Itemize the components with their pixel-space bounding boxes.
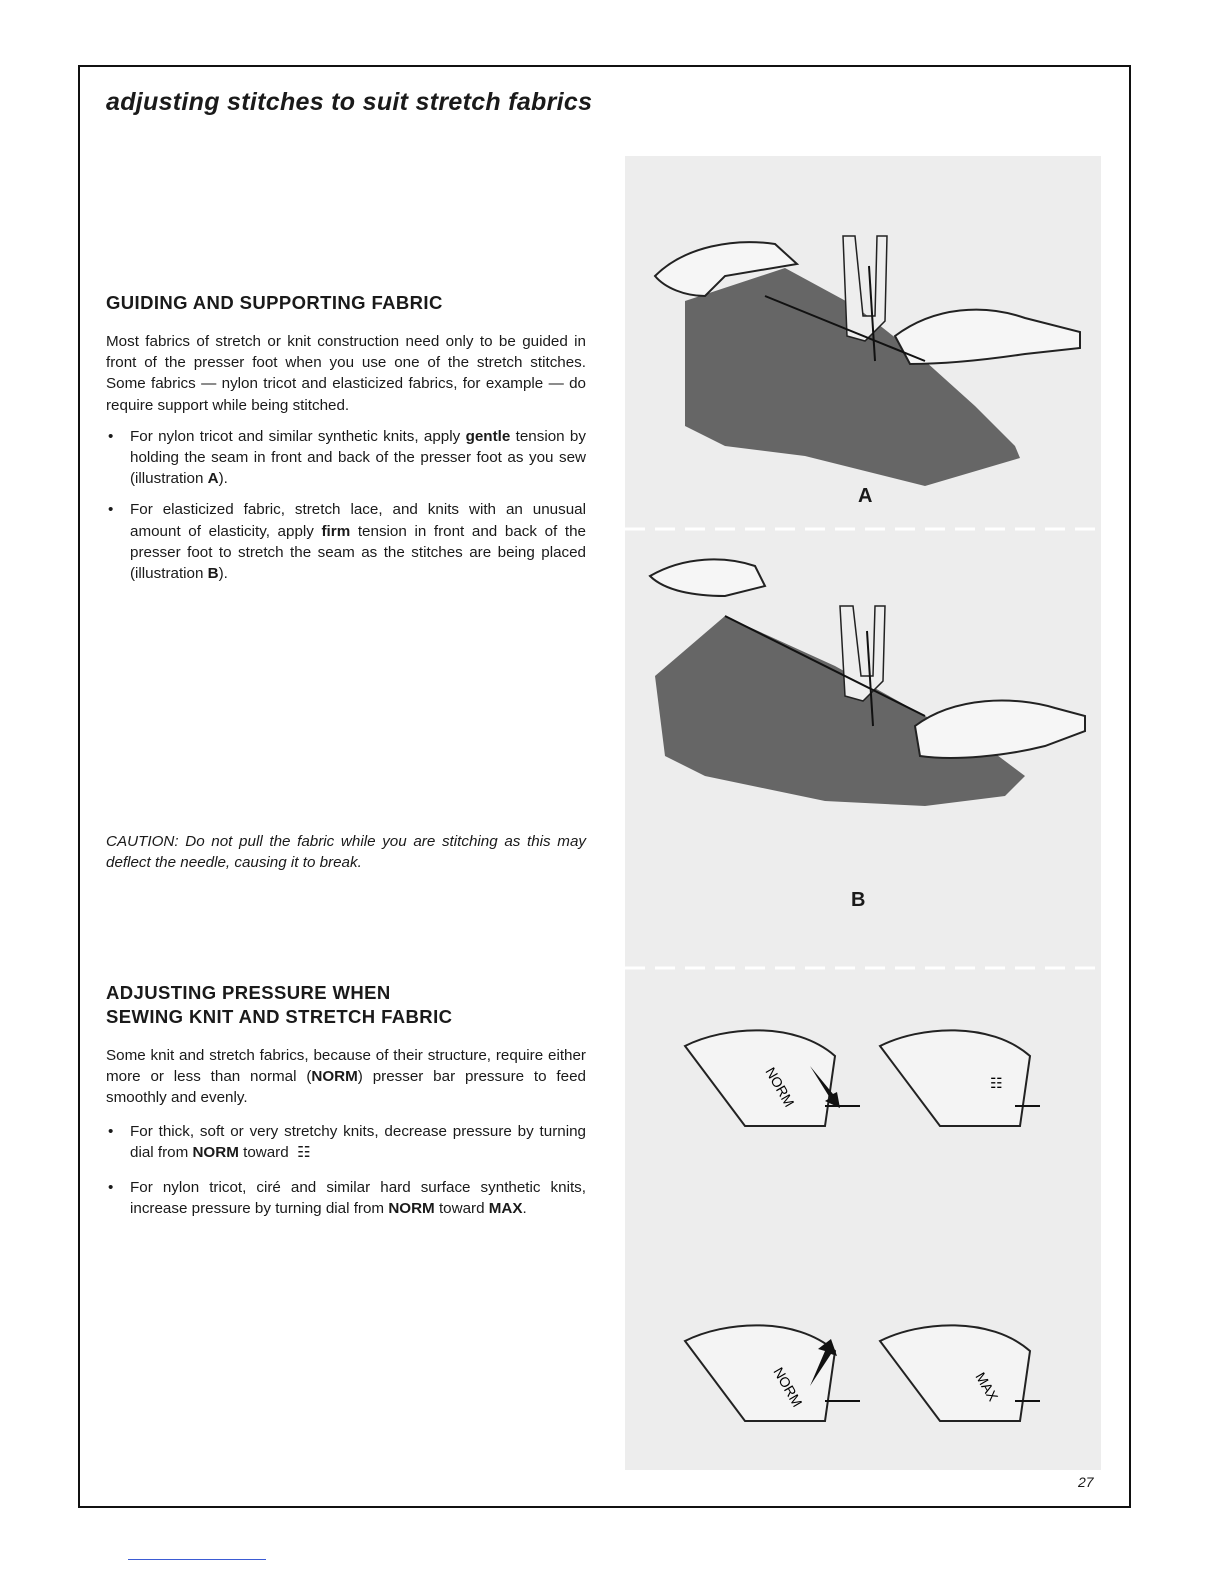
pressure-heading-line2: SEWING KNIT AND STRETCH FABRIC: [106, 1006, 453, 1027]
min-pressure-icon: ☷: [297, 1143, 311, 1161]
dial-icon: [685, 1030, 835, 1126]
dial-icon: [880, 1325, 1030, 1421]
pressure-bullet-increase: • For nylon tricot, ciré and similar hard surface synthetic knits, increase pressure by turning dial from NORM toward MAX.: [106, 1177, 586, 1219]
left-hand-icon: [650, 559, 765, 596]
guiding-intro: Most fabrics of stretch or knit construction need only to be guided in front of the presser foot when you use one of the stretch stitches. Some fabrics — nylon tricot and elasticized fabrics, for example — do require support while being stitched.: [106, 333, 586, 414]
illustration-panel: [625, 156, 1101, 1470]
pressure-bullets: [106, 1121, 586, 1220]
guiding-bullet-firm: • For elasticized fabric, stretch lace, and knits with an unusual amount of elasticity, apply firm tension in front and back of the presser foot to stretch the seam as the stitches are being placed (illustration B).: [106, 499, 586, 584]
dial-icon: [880, 1030, 1030, 1126]
right-hand-icon: [895, 310, 1080, 364]
guiding-heading: GUIDING AND SUPPORTING FABRIC: [106, 292, 443, 313]
caution-block: [106, 831, 586, 873]
dial-norm-decrease: [685, 1030, 860, 1126]
guiding-section: [106, 291, 586, 584]
dial-norm-label: NORM: [770, 1364, 806, 1410]
page-number: 27: [1078, 1474, 1094, 1490]
dial-norm-increase: [685, 1325, 860, 1421]
dial-max: [880, 1325, 1040, 1421]
dial-min-symbol: ☷: [990, 1075, 1003, 1091]
norm-emphasis: NORM: [311, 1068, 358, 1086]
dial-icon: [685, 1325, 835, 1421]
caution-text: CAUTION: Do not pull the fabric while you are stitching as this may deflect the needle, causing it to break.: [106, 833, 586, 872]
dial-min: [880, 1030, 1040, 1126]
illustration-b: [650, 559, 1085, 911]
illustration-a: [655, 236, 1080, 507]
illustrations-svg: [625, 156, 1101, 1470]
guiding-bullet-gentle: • For nylon tricot and similar synthetic knits, apply gentle tension by holding the seam in front and back of the presser foot as you sew (illustration A).: [106, 426, 586, 490]
pressure-section: [106, 981, 586, 1219]
pressure-intro: Some knit and stretch fabrics, because of their structure, require either more or less than normal (NORM) presser bar pressure to feed smoothly and evenly.: [106, 1047, 586, 1107]
illustration-a-label: A: [858, 485, 873, 507]
pressure-heading-line1: ADJUSTING PRESSURE WHEN: [106, 982, 391, 1003]
firm-emphasis: firm: [321, 522, 351, 540]
dial-max-label: MAX: [972, 1369, 1002, 1404]
presser-foot-icon: [840, 606, 885, 701]
right-hand-icon: [915, 701, 1085, 758]
illustration-ref-b: B: [207, 565, 219, 583]
presser-foot-icon: [843, 236, 887, 341]
dial-norm-label: NORM: [762, 1064, 798, 1110]
gentle-emphasis: gentle: [465, 427, 511, 445]
illustration-b-label: B: [851, 889, 866, 911]
illustration-ref-a: A: [207, 470, 219, 488]
footer-link-line: [128, 1559, 266, 1560]
pressure-bullet-decrease: • For thick, soft or very stretchy knits, decrease pressure by turning dial from NORM toward ☷: [106, 1121, 586, 1163]
guiding-bullets: [106, 426, 586, 584]
page-title: adjusting stitches to suit stretch fabrics: [106, 88, 593, 116]
